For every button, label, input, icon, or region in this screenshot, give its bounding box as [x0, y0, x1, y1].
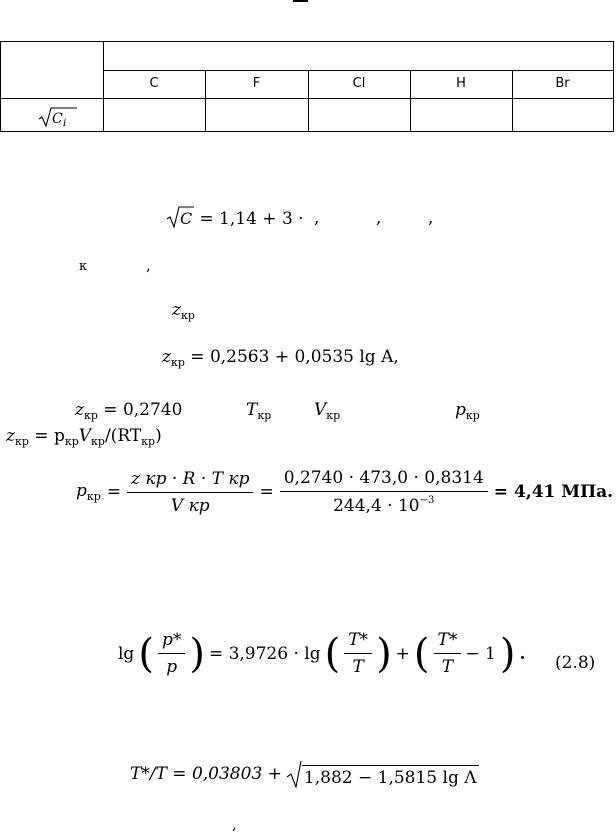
- eq1-comma-1: ,: [314, 208, 320, 228]
- v-cr-symbol: $V_{кр}$: [314, 400, 341, 422]
- fraction-t-star-over-t: $\frac{T*}{T}$: [344, 630, 372, 677]
- p-cr-symbol: $p_{кр}$: [455, 400, 480, 422]
- equation-sqrt-c-rhs: = 1,14 + 3 ·: [199, 209, 304, 229]
- sqrt-ci-symbol: [38, 106, 78, 128]
- equation-sqrt-c: [166, 205, 304, 229]
- z-cr-definition: $z_{кр} = p_{кр}V_{кр}/(RT_{кр})$: [6, 426, 162, 448]
- sqrt-symbol: [166, 205, 194, 229]
- eq1-comma-3: ,: [428, 208, 434, 228]
- sqrt-symbol-2: [286, 760, 302, 788]
- footer-comma: ,: [232, 815, 237, 833]
- fraction-symbolic: $\frac{\text{z кр · R · T кр}}{\text{V кр}}$: [127, 469, 253, 516]
- table-header-cl: Cl: [352, 76, 366, 91]
- eq1-comma-2: ,: [376, 208, 382, 228]
- text-k: к: [79, 259, 88, 274]
- table-header-br: Br: [555, 76, 570, 91]
- svg-text:i: i: [63, 118, 67, 128]
- top-mark: [293, 0, 308, 2]
- equation-t-ratio: T*/T = 0,03803 + 1,882 − 1,5815 lg Λ: [130, 760, 479, 788]
- z-cr-value: $z_{кр} = 0,2740$: [75, 400, 183, 422]
- table-row-label: [38, 106, 78, 132]
- table-header-c: C: [149, 76, 159, 91]
- fraction-numeric: $\frac{0,2740 \cdot 473,0 \cdot 0,8314}{244,4 \cdot 10^{-3}}$: [280, 468, 488, 516]
- t-cr-symbol: $T_{кр}$: [246, 400, 272, 422]
- equation-number: (2.8): [555, 653, 596, 673]
- table-header-h: Н: [456, 76, 466, 91]
- element-table: [0, 41, 614, 131]
- text-comma: ,: [146, 256, 151, 274]
- table-header-f: F: [252, 76, 261, 91]
- svg-text:C: C: [52, 111, 63, 127]
- fraction-p-star-over-p: $\frac{p*}{p}$: [158, 630, 185, 677]
- z-cr-label: $z_{кр}$: [172, 300, 195, 322]
- equation-p-cr: $p_{кр}$ = $\frac{\text{z кр · R · T кр}}{\text{V кр}}$ = $\frac{0,2740 \cdot 473,0 \cdot 0,8314}{244,4 \cdot 10^{-3}}$ = 4,41 МПа.: [76, 468, 614, 516]
- svg-text:C: C: [180, 209, 193, 228]
- equation-z-cr: $z_{кр} = 0,2563 + 0,0535$ lg A,: [162, 347, 399, 369]
- equation-lg: lg ( $\frac{p*}{p}$ ) = 3,9726 · lg ( $\frac{T*}{T}$ ) + ( $\frac{T*}{T}$ − 1 ) .: [118, 630, 526, 677]
- fraction-t-star-over-t-2: $\frac{T*}{T}$: [434, 630, 462, 677]
